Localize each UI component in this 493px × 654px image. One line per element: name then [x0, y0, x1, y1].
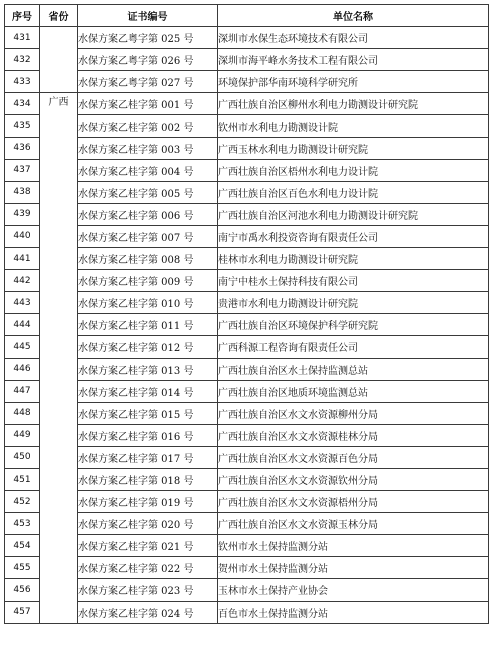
unit-name: 广西壮族自治区河池水利电力勘测设计研究院 [218, 203, 489, 225]
unit-name: 广西玉林水利电力勘测设计研究院 [218, 137, 489, 159]
unit-name: 百色市水土保持监测分站 [218, 601, 489, 623]
row-number: 441 [5, 248, 40, 270]
table-row [5, 557, 489, 579]
certificate-number: 水保方案乙桂字第 002 号 [78, 115, 218, 137]
certificate-number: 水保方案乙粤字第 027 号 [78, 71, 218, 93]
row-number: 450 [5, 446, 40, 468]
unit-name: 广西壮族自治区环境保护科学研究院 [218, 314, 489, 336]
certificate-number: 水保方案乙桂字第 021 号 [78, 535, 218, 557]
unit-name: 贺州市水土保持监测分站 [218, 557, 489, 579]
table-row [5, 137, 489, 159]
certificate-number: 水保方案乙桂字第 004 号 [78, 159, 218, 181]
row-number: 431 [5, 27, 40, 49]
unit-name: 钦州市水利电力勘测设计院 [218, 115, 489, 137]
unit-name: 广西壮族自治区水文水资源桂林分局 [218, 424, 489, 446]
table-row [5, 270, 489, 292]
certificate-number: 水保方案乙桂字第 008 号 [78, 248, 218, 270]
row-number: 452 [5, 491, 40, 513]
row-number: 451 [5, 468, 40, 490]
header-num: 序号 [5, 5, 40, 27]
table-row [5, 115, 489, 137]
unit-name: 广西壮族自治区水文水资源钦州分局 [218, 468, 489, 490]
table-row [5, 402, 489, 424]
certificate-number: 水保方案乙桂字第 015 号 [78, 402, 218, 424]
unit-name: 南宁市禹水利投资咨询有限责任公司 [218, 225, 489, 247]
row-number: 455 [5, 557, 40, 579]
certificate-number: 水保方案乙桂字第 014 号 [78, 380, 218, 402]
row-number: 453 [5, 513, 40, 535]
unit-name: 钦州市水土保持监测分站 [218, 535, 489, 557]
table-body [5, 27, 489, 624]
certificate-number: 水保方案乙桂字第 020 号 [78, 513, 218, 535]
row-number: 436 [5, 137, 40, 159]
row-number: 435 [5, 115, 40, 137]
unit-name: 深圳市海平峰水务技术工程有限公司 [218, 49, 489, 71]
table-row [5, 248, 489, 270]
table-row [5, 358, 489, 380]
unit-name: 贵港市水利电力勘测设计研究院 [218, 292, 489, 314]
certificate-number: 水保方案乙桂字第 013 号 [78, 358, 218, 380]
row-number: 454 [5, 535, 40, 557]
certificate-number: 水保方案乙桂字第 019 号 [78, 491, 218, 513]
row-number: 445 [5, 336, 40, 358]
certificate-number: 水保方案乙桂字第 022 号 [78, 557, 218, 579]
unit-name: 广西壮族自治区百色水利电力设计院 [218, 181, 489, 203]
row-number: 432 [5, 49, 40, 71]
province-cell: 广西 [40, 93, 78, 623]
certificate-table [4, 4, 489, 624]
row-number: 456 [5, 579, 40, 601]
unit-name: 广西壮族自治区水文水资源玉林分局 [218, 513, 489, 535]
table-row [5, 225, 489, 247]
unit-name: 环境保护部华南环境科学研究所 [218, 71, 489, 93]
table-row [5, 181, 489, 203]
table-row [5, 601, 489, 623]
certificate-number: 水保方案乙桂字第 016 号 [78, 424, 218, 446]
table-row [5, 203, 489, 225]
certificate-number: 水保方案乙桂字第 009 号 [78, 270, 218, 292]
unit-name: 桂林市水利电力勘测设计研究院 [218, 248, 489, 270]
certificate-number: 水保方案乙桂字第 003 号 [78, 137, 218, 159]
certificate-number: 水保方案乙桂字第 007 号 [78, 225, 218, 247]
certificate-number: 水保方案乙桂字第 018 号 [78, 468, 218, 490]
header-unit: 单位名称 [218, 5, 489, 27]
table-row [5, 159, 489, 181]
row-number: 457 [5, 601, 40, 623]
certificate-number: 水保方案乙桂字第 006 号 [78, 203, 218, 225]
certificate-number: 水保方案乙桂字第 011 号 [78, 314, 218, 336]
unit-name: 广西壮族自治区柳州水利电力勘测设计研究院 [218, 93, 489, 115]
unit-name: 深圳市水保生态环境技术有限公司 [218, 27, 489, 49]
row-number: 442 [5, 270, 40, 292]
row-number: 443 [5, 292, 40, 314]
header-province: 省份 [40, 5, 78, 27]
table-row [5, 336, 489, 358]
header-cert: 证书编号 [78, 5, 218, 27]
table-row [5, 49, 489, 71]
table-row [5, 314, 489, 336]
table-row [5, 380, 489, 402]
table-row [5, 491, 489, 513]
row-number: 444 [5, 314, 40, 336]
certificate-number: 水保方案乙桂字第 012 号 [78, 336, 218, 358]
province-cell [40, 27, 78, 93]
certificate-number: 水保方案乙桂字第 023 号 [78, 579, 218, 601]
certificate-number: 水保方案乙桂字第 001 号 [78, 93, 218, 115]
table-row [5, 513, 489, 535]
table-row [5, 535, 489, 557]
certificate-number: 水保方案乙粤字第 026 号 [78, 49, 218, 71]
table-row [5, 292, 489, 314]
certificate-number: 水保方案乙粤字第 025 号 [78, 27, 218, 49]
table-row [5, 71, 489, 93]
table-row [5, 579, 489, 601]
row-number: 447 [5, 380, 40, 402]
unit-name: 广西壮族自治区水文水资源梧州分局 [218, 491, 489, 513]
certificate-number: 水保方案乙桂字第 010 号 [78, 292, 218, 314]
unit-name: 广西壮族自治区水文水资源柳州分局 [218, 402, 489, 424]
unit-name: 广西壮族自治区水土保持监测总站 [218, 358, 489, 380]
certificate-number: 水保方案乙桂字第 005 号 [78, 181, 218, 203]
table-header-row [5, 5, 489, 27]
table-row [5, 27, 489, 49]
table-row [5, 468, 489, 490]
unit-name: 玉林市水土保持产业协会 [218, 579, 489, 601]
table-row [5, 93, 489, 115]
certificate-number: 水保方案乙桂字第 017 号 [78, 446, 218, 468]
unit-name: 广西壮族自治区梧州水利电力设计院 [218, 159, 489, 181]
row-number: 438 [5, 181, 40, 203]
row-number: 437 [5, 159, 40, 181]
unit-name: 南宁中桂水土保持科技有限公司 [218, 270, 489, 292]
row-number: 449 [5, 424, 40, 446]
unit-name: 广西壮族自治区地质环境监测总站 [218, 380, 489, 402]
row-number: 448 [5, 402, 40, 424]
row-number: 440 [5, 225, 40, 247]
document-page [4, 4, 489, 624]
row-number: 434 [5, 93, 40, 115]
row-number: 433 [5, 71, 40, 93]
certificate-number: 水保方案乙桂字第 024 号 [78, 601, 218, 623]
table-row [5, 446, 489, 468]
row-number: 439 [5, 203, 40, 225]
row-number: 446 [5, 358, 40, 380]
unit-name: 广西壮族自治区水文水资源百色分局 [218, 446, 489, 468]
unit-name: 广西科源工程咨询有限责任公司 [218, 336, 489, 358]
table-row [5, 424, 489, 446]
